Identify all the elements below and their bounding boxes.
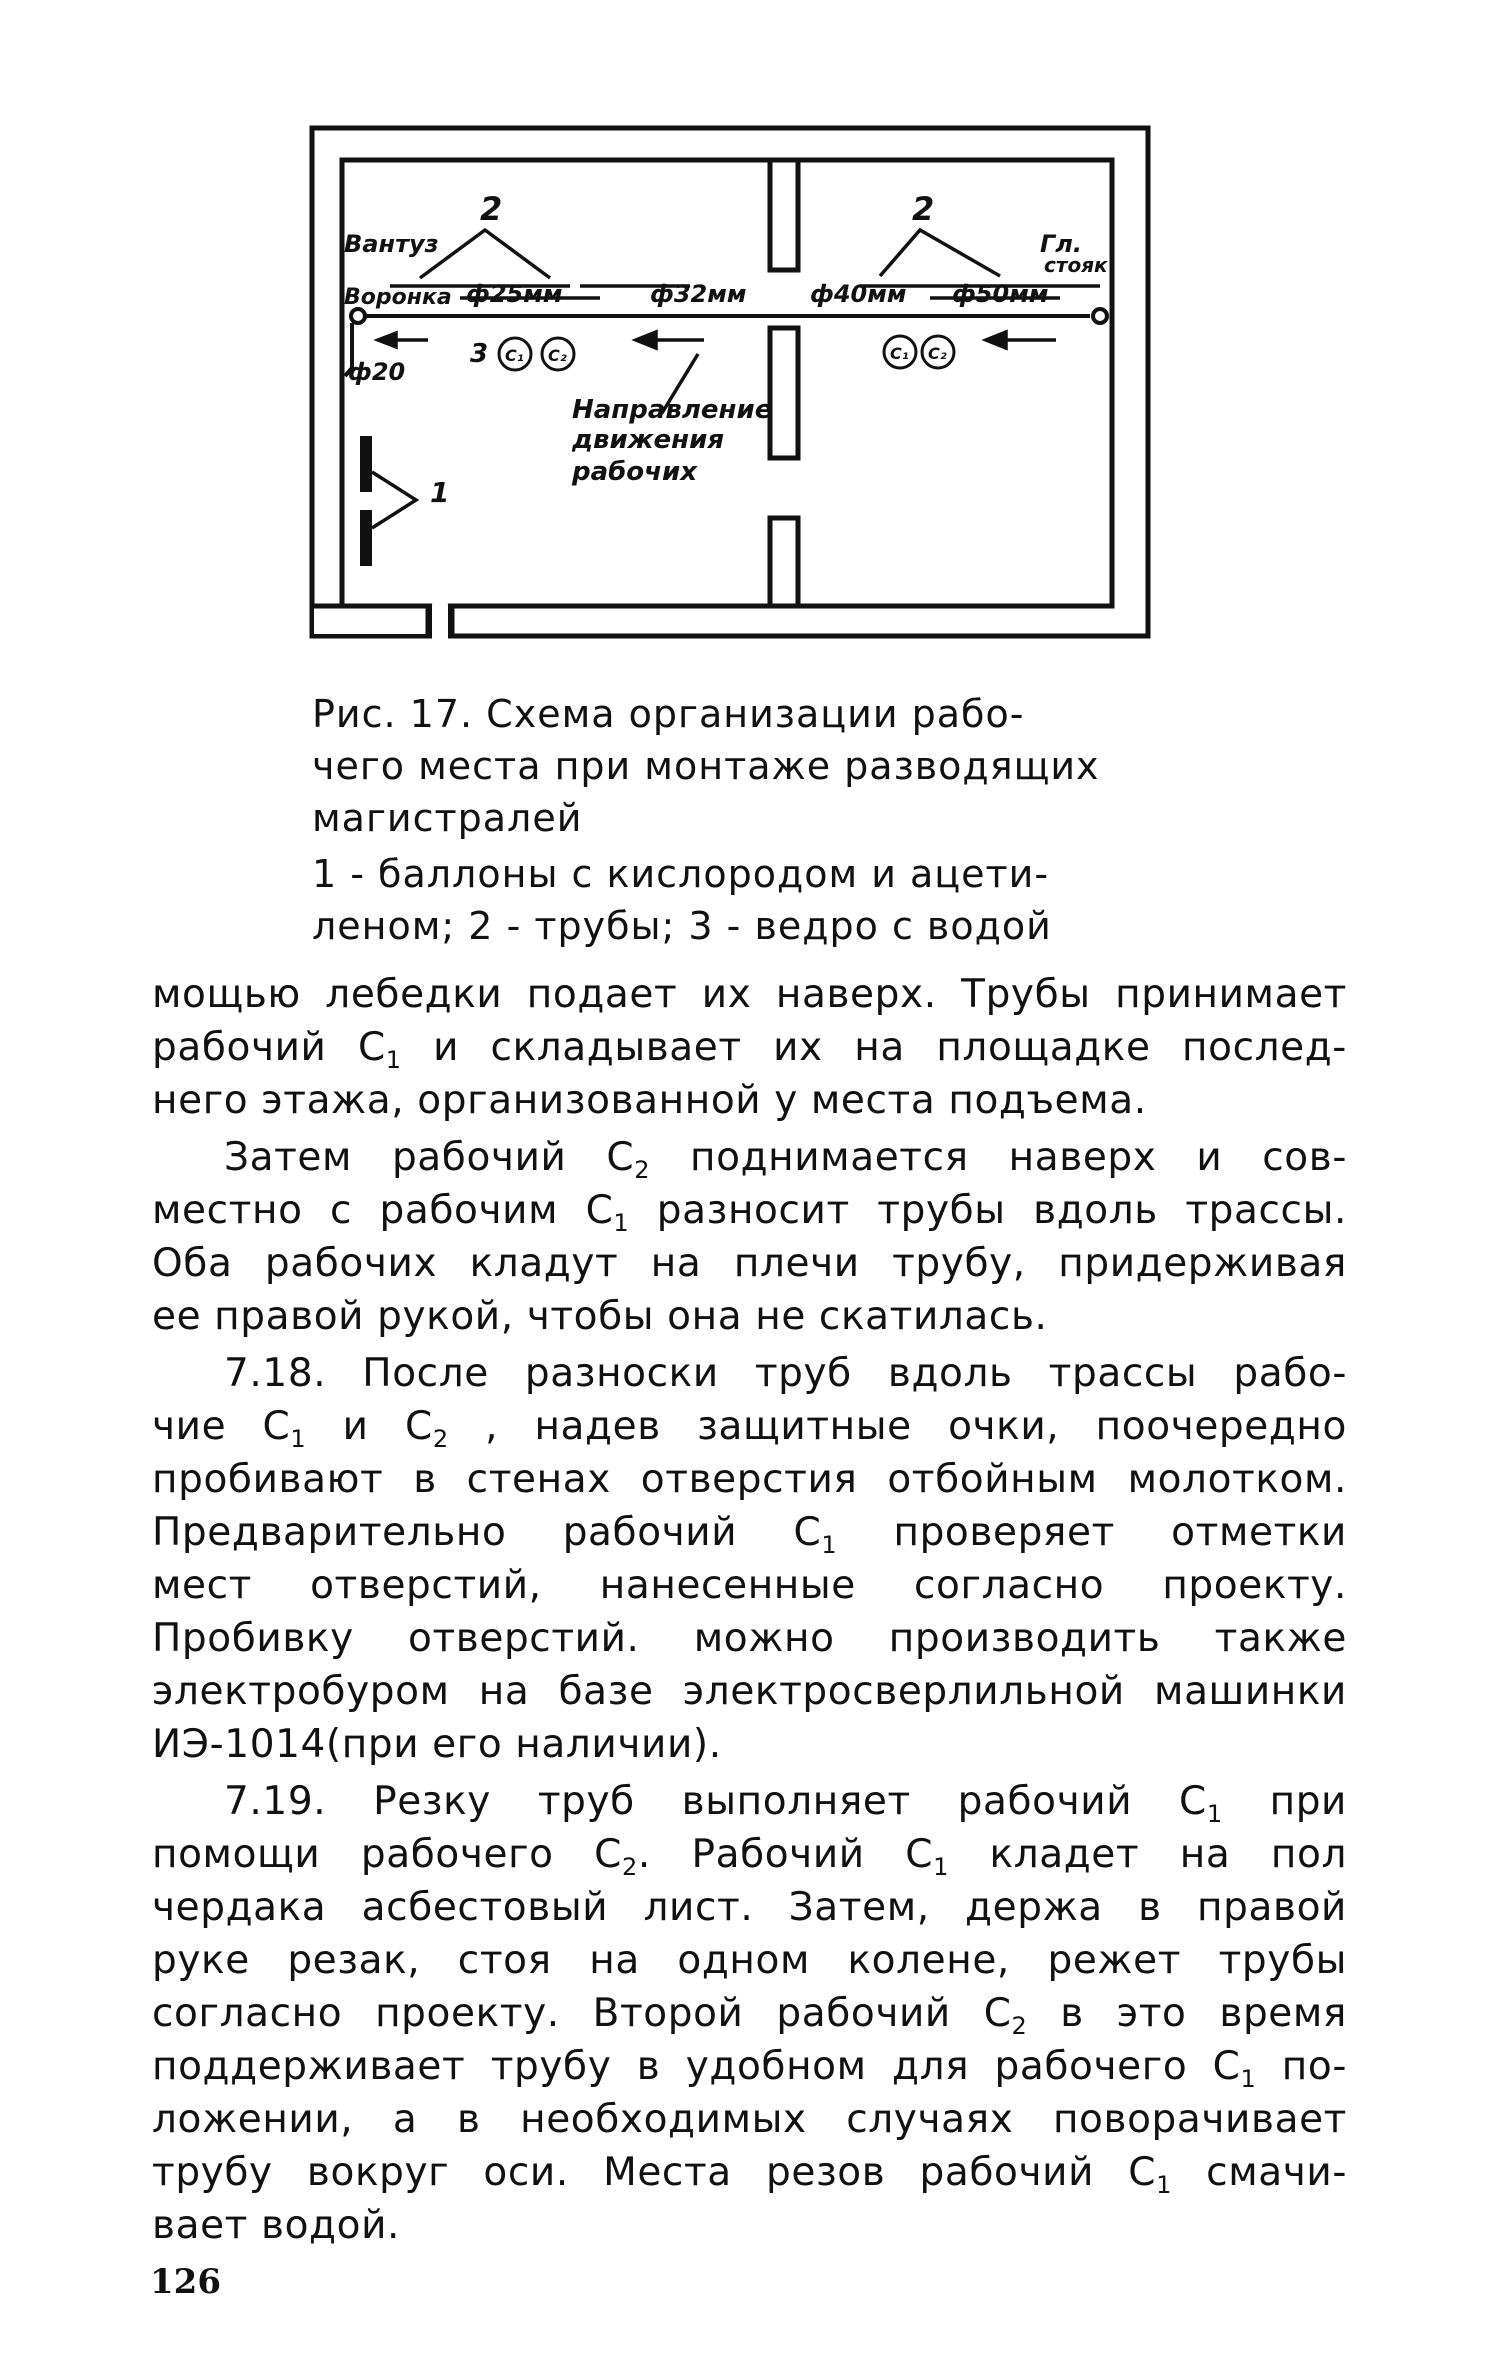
legend-line: леном; 2 - трубы; 3 - ведро с водой: [312, 904, 1052, 948]
text-line: согласно проекту. Второй рабочий $C_2$ в это время: [152, 1991, 1347, 2040]
text-line: Оба рабочих кладут на плечи трубу, придерживая: [152, 1241, 1347, 1286]
text-line: Предварительно рабочий $C_1$ проверяет отметки: [152, 1510, 1347, 1559]
funnel-node: [351, 309, 365, 323]
text-line: ее правой рукой, чтобы она не скатилась.: [152, 1294, 1048, 1339]
label-bucket: 3: [470, 339, 489, 369]
label-c1-left: C₁: [505, 346, 524, 365]
label-direction-3: рабочих: [572, 457, 698, 487]
text-line: него этажа, организованной у места подъема.: [152, 1078, 1147, 1123]
figure-caption: [312, 688, 1212, 952]
text-line: помощи рабочего $C_2$. Рабочий $C_1$ кладет на пол: [152, 1832, 1347, 1881]
gas-cylinder-top: [360, 436, 372, 492]
partition-wall-middle: [770, 328, 798, 458]
partition-wall-lower: [770, 518, 798, 606]
label-direction-1: Направление: [572, 395, 773, 425]
text-line: 7.19. Резку труб выполняет рабочий $C_1$ при: [224, 1779, 1347, 1828]
paragraph-1: [152, 968, 1347, 1127]
partition-wall-upper: [770, 160, 798, 270]
text-line: ложении, а в необходимых случаях поворачивает: [152, 2097, 1347, 2142]
text-line: трубу вокруг оси. Места резов рабочий $C_1$ смачи-: [152, 2150, 1347, 2199]
text-line: местно с рабочим $C_1$ разносит трубы вдоль трассы.: [152, 1188, 1347, 1237]
label-d20: ф20: [348, 358, 406, 386]
caption-line: чего места при монтаже разводящих: [312, 744, 1100, 788]
text-line: поддерживает трубу в удобном для рабочего $C_1$ по-: [152, 2044, 1347, 2093]
label-c2-right: C₂: [928, 344, 947, 363]
pipe-stack-left: [420, 230, 550, 278]
text-line: 7.18. После разноски труб вдоль трассы рабо-: [224, 1351, 1347, 1396]
pipe-stack-right: [880, 230, 1000, 276]
label-pipes-right: 2: [912, 190, 935, 228]
text-line: мощью лебедки подает их наверх. Трубы принимает: [152, 972, 1347, 1017]
label-c1-right: C₁: [890, 344, 909, 363]
label-pipes-left: 2: [480, 190, 503, 228]
page-number: 126: [150, 2262, 221, 2302]
text-line: пробивают в стенах отверстия отбойным молотком.: [152, 1457, 1347, 1502]
gas-cylinder-bottom: [360, 510, 372, 566]
label-voronka: Воронка: [344, 285, 452, 310]
text-line: вает водой.: [152, 2203, 401, 2248]
label-d25: ф25мм: [466, 280, 563, 308]
label-stoyak: стояк: [1044, 253, 1108, 277]
paragraph-3: [152, 1347, 1347, 1771]
label-d40: ф40мм: [810, 280, 907, 308]
text-line: чердака асбестовый лист. Затем, держа в правой: [152, 1885, 1347, 1930]
label-c2-left: C₂: [548, 346, 567, 365]
label-direction-2: движения: [572, 425, 725, 455]
riser-node: [1093, 309, 1107, 323]
label-d50: ф50мм: [952, 280, 1049, 308]
text-line: чие $C_1$ и $C_2$ , надев защитные очки, поочередно: [152, 1404, 1347, 1453]
text-line: Пробивку отверстий. можно производить также: [152, 1616, 1347, 1661]
label-d32: ф32мм: [650, 280, 747, 308]
paragraph-2: [152, 1131, 1347, 1343]
body-text: [152, 968, 1347, 2256]
legend-line: 1 - баллоны с кислородом и ацети-: [312, 852, 1050, 896]
text-line: Затем рабочий $C_2$ поднимается наверх и сов-: [224, 1135, 1347, 1184]
caption-line: Рис. 17. Схема организации рабо-: [312, 692, 1025, 736]
caption-legend: [312, 848, 1212, 952]
paragraph-4: [152, 1775, 1347, 2252]
label-vantuz: Вантуз: [344, 230, 439, 258]
caption-line: магистралей: [312, 796, 583, 840]
text-line: рабочий $C_1$ и складывает их на площадке послед-: [152, 1025, 1347, 1074]
label-gl: Гл.: [1040, 230, 1082, 258]
text-line: руке резак, стоя на одном колене, режет трубы: [152, 1938, 1347, 1983]
text-line: электробуром на базе электросверлильной машинки: [152, 1669, 1347, 1714]
workplace-scheme-figure: [300, 118, 1160, 648]
text-line: мест отверстий, нанесенные согласно проекту.: [152, 1563, 1347, 1608]
text-line: ИЭ-1014(при его наличии).: [152, 1722, 722, 1767]
outer-wall: [312, 128, 1148, 636]
label-cylinders: 1: [430, 476, 450, 509]
